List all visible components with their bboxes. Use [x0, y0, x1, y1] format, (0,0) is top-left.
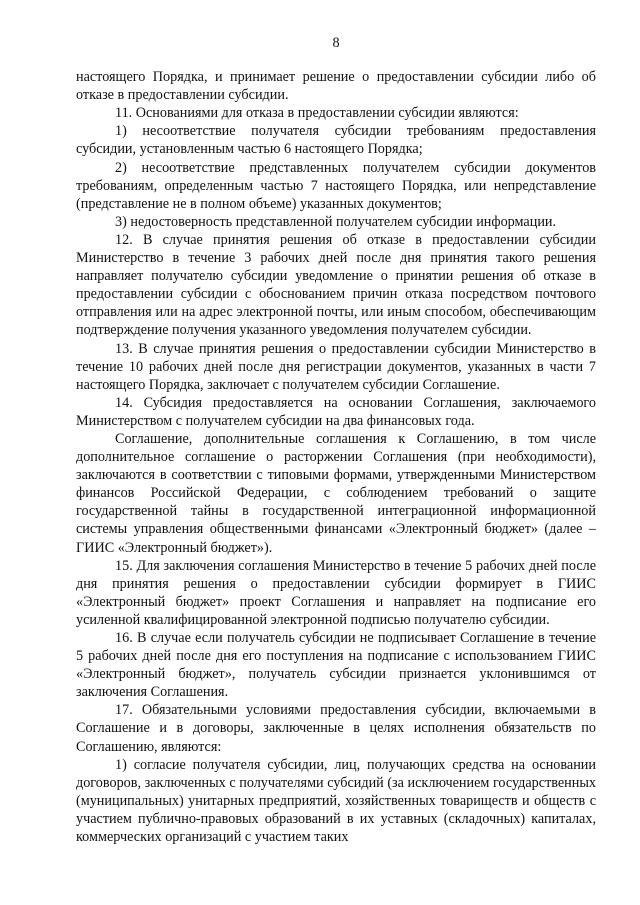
paragraph: 14. Субсидия предоставляется на основании Соглашения, заключаемого Министерством с получателем субсидии на два финансовых года.	[76, 394, 596, 429]
document-body	[76, 68, 596, 846]
paragraph: 16. В случае если получатель субсидии не подписывает Соглашение в течение 5 рабочих дней после дня его поступления на подписание с использованием ГИИС «Электронный бюджет», получатель субсидии признается уклонившимся от заключения Соглашения.	[76, 630, 596, 701]
paragraph: 1) согласие получателя субсидии, лиц, получающих средства на основании договоров, заключенных с получателями субсидий (за исключением государственных (муниципальных) унитарных предприятий, хозяйственных товариществ и обществ с участием публично-правовых образований в их уставных (складочных) капиталах, коммерческих организаций с участием таких	[76, 756, 596, 846]
paragraph: Соглашение, дополнительные соглашения к Соглашению, в том числе дополнительное соглашение о расторжении Соглашения (при необходимости), заключаются в соответствии с типовыми формами, утвержденными Министерством финансов Российской Федерации, с соблюдением требований о защите государственной тайны в государственной интеграционной информационной системы управления общественными финансами «Электронный бюджет» (далее – ГИИС «Электронный бюджет»).	[76, 430, 596, 556]
paragraph: 3) недостоверность представленной получателем субсидии информации.	[115, 213, 557, 230]
paragraph: 1) несоответствие получателя субсидии требованиям предоставления субсидии, установленным частью 6 настоящего Порядка;	[76, 123, 596, 158]
paragraph: 11. Основаниями для отказа в предоставлении субсидии являются:	[115, 105, 519, 122]
paragraph: 17. Обязательными условиями предоставления субсидии, включаемыми в Соглашение и в договоры, заключенные в целях исполнения обязательств по Соглашению, являются:	[76, 702, 596, 755]
paragraph: 12. В случае принятия решения об отказе в предоставлении субсидии Министерство в течение 3 рабочих дней после дня принятия такого решения направляет получателю субсидии уведомление о принятии решения об отказе в предоставлении субсидии с обоснованием причин отказа посредством почтового отправления или на адрес электронной почты, или иным способом, обеспечивающим подтверждение получения указанного уведомления получателем субсидии.	[76, 231, 596, 339]
paragraph: настоящего Порядка, и принимает решение о предоставлении субсидии либо об отказе в предоставлении субсидии.	[76, 69, 596, 104]
paragraph: 2) несоответствие представленных получателем субсидии документов требованиям, определенным частью 7 настоящего Порядка, или непредставление (представление не в полном объеме) указанных документов;	[76, 159, 596, 212]
paragraph: 15. Для заключения соглашения Министерство в течение 5 рабочих дней после дня принятия решения о предоставлении субсидии формирует в ГИИС «Электронный бюджет» проект Соглашения и направляет на подписание его усиленной квалифицированной электронной подписью получателю субсидии.	[76, 557, 596, 628]
document-page	[76, 34, 596, 846]
paragraph: 13. В случае принятия решения о предоставлении субсидии Министерство в течение 10 рабочих дней после дня регистрации документов, указанных в части 7 настоящего Порядка, заключает с получателем субсидии Соглашение.	[76, 340, 596, 393]
page-number: 8	[332, 35, 340, 51]
